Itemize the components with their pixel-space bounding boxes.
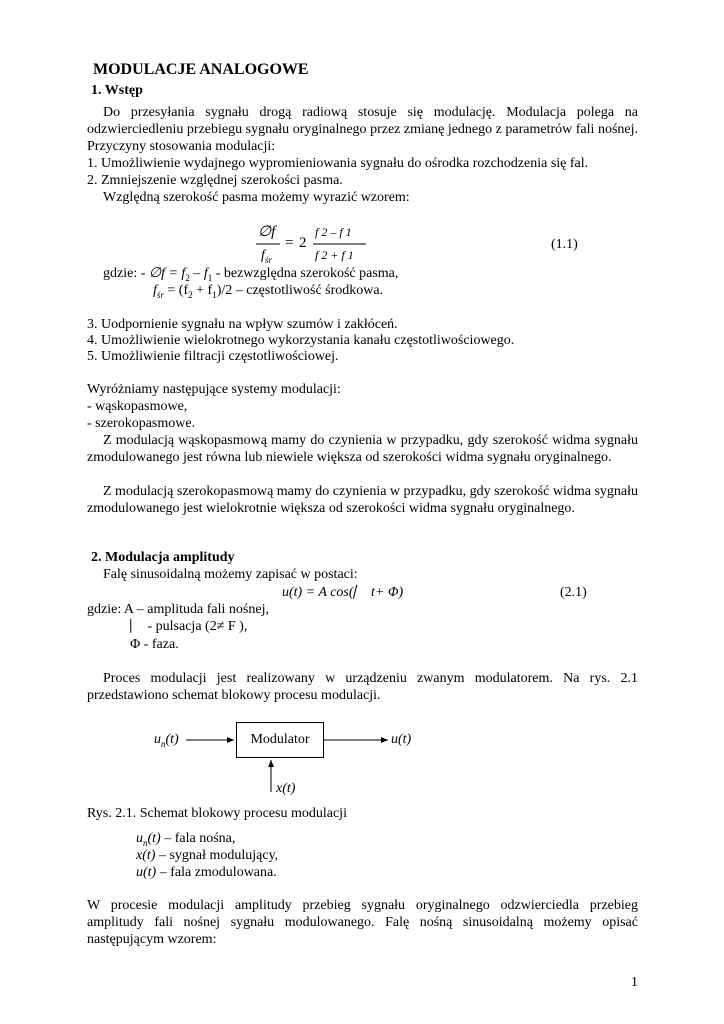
reason-5: 5. Umożliwienie filtracji częstotliwościowej.: [87, 349, 339, 364]
diagram-input-suffix: (t): [165, 732, 179, 747]
where1-minus: – f: [189, 266, 208, 281]
formula-coefficient: 2: [299, 235, 307, 251]
reason-4: 4. Umożliwienie wielokrotnego wykorzystania kanału częstotliwościowego.: [87, 333, 515, 348]
where-amplitude: gdzie: A – amplituda fali nośnej,: [87, 602, 269, 617]
formula-2-number: (2.1): [560, 585, 587, 600]
omega-symbol-2: ⎸: [130, 619, 144, 634]
reason-3: 3. Uodpornienie sygnału na wpływ szumów i zakłóceń.: [87, 317, 398, 332]
formula-lhs-den-sub: śr: [264, 254, 272, 265]
formula-equals: =: [285, 235, 294, 251]
figure-caption: Rys. 2.1. Schemat blokowy procesu modulacji: [87, 806, 347, 821]
diagram-input-label: [154, 731, 179, 748]
where2-f: f: [153, 283, 157, 298]
section-1-heading: 1. Wstęp: [91, 83, 143, 98]
formula-lhs-numerator: ∅f: [258, 224, 276, 240]
legend3-sym: u(t): [136, 865, 157, 880]
where-phase: Φ - faza.: [130, 637, 179, 652]
formula-intro: Względną szerokość pasma możemy wyrazić wzorem:: [103, 190, 410, 205]
process-paragraph: Proces modulacji jest realizowany w urządzeniu zwanym modulatorem. Na rys. 2.1 przedstawiono schemat blokowy procesu modulacji.: [87, 671, 638, 703]
where2-eq: = (f: [163, 283, 189, 298]
formula-2-lhs: u(t) = A cos(: [282, 585, 354, 600]
system-narrowband: - wąskopasmowe,: [87, 399, 188, 414]
legend-carrier: [136, 830, 235, 847]
wave-intro: Falę sinusoidalną możemy zapisać w postaci:: [103, 567, 358, 582]
page-title: MODULACJE ANALOGOWE: [93, 61, 309, 78]
am-paragraph: W procesie modulacji amplitudy przebieg sygnału oryginalnego odzwierciedla przebieg amplitudy fali nośnej sygnału modulowanego. Falę nośną sinusoidalną możemy opisać następującym wzorem:: [87, 898, 638, 947]
system-wideband: - szerokopasmowe.: [87, 416, 196, 431]
formula-rhs-denominator: f 2 + f 1: [315, 248, 354, 262]
legend1-u: u: [136, 831, 143, 846]
reason-2: 2. Zmniejszenie względnej szerokości pasma.: [87, 173, 343, 188]
where2-sub2: 2: [188, 289, 193, 300]
where1-rest: - bezwzględna szerokość pasma,: [212, 266, 399, 281]
where-pulsation-text: - pulsacja (2≠ F ),: [144, 619, 248, 634]
where1-sub1: 1: [207, 272, 213, 283]
intro-paragraph: Do przesyłania sygnału drogą radiową stosuje się modulację. Modulacja polega na odzwierciedleniu przebiegu sygnału oryginalnego przez zmianę jednego z parametrów fali nośnej. Przyczyny stosowania modulacji:: [87, 105, 638, 154]
where2-sub1: 1: [212, 289, 217, 300]
section-2-heading: 2. Modulacja amplitudy: [91, 550, 235, 565]
diagram-input-u: u: [154, 732, 161, 747]
diagram-output-label: u(t): [391, 732, 412, 747]
reason-1: 1. Umożliwienie wydajnego wypromieniowania sygnału do ośrodka rozchodzenia się fal.: [87, 156, 589, 171]
formula-rhs-numerator: f 2 – f 1: [315, 225, 352, 239]
formula-number: (1.1): [551, 237, 578, 252]
legend-modulating: [136, 847, 278, 864]
systems-intro: Wyróżniamy następujące systemy modulacji:: [87, 382, 341, 397]
where1-eq: = f: [164, 266, 186, 281]
delta-f-symbol: ∅f: [148, 266, 165, 281]
formula-lhs-den-f: f: [261, 248, 265, 263]
legend1-text: – fala nośna,: [160, 831, 236, 846]
legend1-sub: n: [143, 837, 148, 848]
where2-plus: + f: [192, 283, 213, 298]
legend3-text: – fala zmodulowana.: [156, 865, 277, 880]
where1-sub2: 2: [185, 272, 190, 283]
omega-symbol: ⎸: [353, 585, 368, 600]
where-prefix: gdzie: -: [103, 266, 146, 281]
where2-sub: śr: [156, 289, 164, 300]
wideband-paragraph: Z modulacją szerokopasmową mamy do czynienia w przypadku, gdy szerokość widma sygnału zmodulowanego jest wielokrotnie większa od szerokości widma sygnału oryginalnego.: [87, 484, 638, 516]
diagram-control-label: x(t): [276, 781, 296, 796]
page-number: 1: [631, 975, 638, 990]
narrowband-paragraph: Z modulacją wąskopasmową mamy do czynienia w przypadku, gdy szerokość widma sygnału zmodulowanego jest równa lub niewiele większa od szerokości widma sygnału oryginalnego.: [87, 433, 638, 465]
legend2-text: – sygnał modulujący,: [155, 848, 279, 863]
diagram-input-sub: n: [161, 738, 166, 749]
legend2-sym: x(t): [136, 848, 156, 863]
formula-2-rest: t+ Φ): [367, 585, 404, 600]
legend-modulated: [136, 864, 277, 881]
where2-rest: )/2 – częstotliwość środkowa.: [216, 283, 384, 298]
modulator-box: Modulator: [236, 722, 324, 758]
legend1-t: (t): [147, 831, 161, 846]
